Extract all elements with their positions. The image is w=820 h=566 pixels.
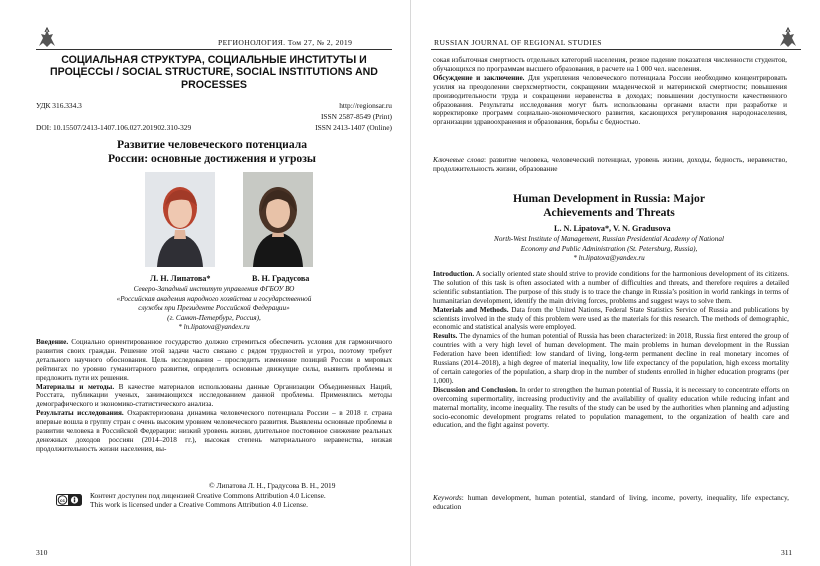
copyright: © Липатова Л. Н., Градусова В. Н., 2019: [209, 481, 336, 490]
license-text: Контент доступен под лицензией Creative Commons Attribution 4.0 License. This work is licensed under a Creative Commons Attribution 4.0 License.: [90, 491, 326, 509]
author-photo: [243, 172, 313, 267]
page-number: 310: [36, 548, 48, 557]
section-title: СОЦИАЛЬНАЯ СТРУКТУРА, СОЦИАЛЬНЫЕ ИНСТИТУТЫ И ПРОЦЕССЫ / SOCIAL STRUCTURE, SOCIAL INSTITUTIONS AND PROCESSES: [50, 54, 378, 91]
issn-online: ISSN 2413-1407 (Online): [315, 123, 392, 132]
abstract-ru: [36, 338, 392, 454]
abstract-en: [433, 270, 789, 430]
abstract-en-discussion: Discussion and Conclusion. In order to strengthen the human potential of Russia, it is necessary to concentrate efforts on overcoming supermortality, increasing productivity and the availability of quality education while reducing infant and maternal mortality, income inequality. The results of the study can be used by the authorities when planning and adjusting socio-economic development programs related to population management, to the organization of health care and education, and the fight against poverty.: [433, 385, 789, 430]
running-head: RUSSIAN JOURNAL OF REGIONAL STUDIES: [434, 38, 602, 47]
abstract-discussion: Обсуждение и заключение. Для укрепления человеческого потенциала России необходимо концентрировать усилия на преодолении сверхсмертности, сокращении младенческой и материнской смертности; повышения производительности труда и сокращении неравенства в доходах; повышении доступности качественного образования. Результаты исследования могут быть использованы органами власти при разработке и корректировке программ социально-экономического развития, касающихся регулирования народонаселения, организации здравоохранения и образования, борьбы с бедностью.: [433, 73, 787, 127]
author-name: Л. Н. Липатова*: [150, 274, 211, 283]
affiliation: Северо-Западный институт управления ФГБОУ ВО «Российская академия народного хозяйства и государственной службы при Президенте Российской Федерации» (г. Санкт-Петербург, Россия), * ln.lipatova@yandex.ru: [116, 285, 312, 332]
authors-en: L. N. Lipatova*, V. N. Gradusova: [554, 224, 671, 233]
article-title: Развитие человеческого потенциала России: основные достижения и угрозы: [108, 138, 316, 165]
issn-print: ISSN 2587-8549 (Print): [320, 112, 392, 121]
abstract-en-introduction: Introduction. A socially oriented state should strive to provide conditions for the harmonious development of its citizens. The solution of this task is often associated with a number of difficulties and threats, and therefore requires a detailed scientific substantiation. The purpose of this study is to trace the change in Russia’s position in world rankings in terms of humanitarian development, identify the main driving forces, problems and suggest ways to solve them.: [433, 270, 789, 305]
page-number: 311: [781, 548, 793, 557]
doi: DOI: 10.15507/2413-1407.106.027.201902.310-329: [36, 123, 192, 132]
abstract-en-results: Results. The dynamics of the human potential of Russia has been characterized: in 2018, Russia first entered the group of countries with a very high level of human development. The main problems in human development in the Russian Federation have been identified: low standard of living, long-term permanent decline in real monetary incomes of Russians (2014–2018), a high degree of material inequality, low life expectancy of the population, high excess mortality of certain categories of the population, a sharp drop in the number of students enrolled in higher education programs (per 1,000).: [433, 332, 789, 385]
svg-text:cc: cc: [59, 497, 66, 503]
abstract-results: Результаты исследования. Охарактеризована динамика человеческого потенциала России – в 2018 г. страна впервые вошла в группу стран с очень высоким уровнем человеческого развития. Выявлены основные проблемы в развитии человека в Российской Федерации: низкий уровень жизни, длительное постоянное снижение реальных денежных доходов россиян (2014–2018 гг.), высокая степень материального неравенства, низкая продолжительность жизни населения, вы-: [36, 409, 392, 453]
creative-commons-cc-by-icon: [56, 494, 82, 506]
griffin-emblem-icon: [36, 26, 58, 50]
griffin-emblem-icon: [777, 26, 799, 50]
keywords-ru: Ключевые слова: развитие человека, человеческий потенциал, уровень жизни, доходы, бедность, неравенство, продолжительность жизни, образование: [433, 156, 788, 173]
udc-code: УДК 316.334.3: [36, 101, 82, 110]
header-rule: [431, 49, 801, 50]
right-page: [410, 0, 820, 566]
affiliation-en: North-West Institute of Management, Russian Presidential Academy of National Economy and Public Administration (St. Petersburg, Russia), * ln.lipatova@yandex.ru: [494, 235, 724, 263]
keywords-en: Keywords: human development, human potential, standard of living, income, poverty, inequality, life expectancy, education: [433, 494, 789, 511]
article-title-en: Human Development in Russia: Major Achievements and Threats: [513, 192, 705, 219]
abstract-introduction: Введение. Социально ориентированное государство должно стремиться обеспечить условия для гармоничного развития своих граждан. Решение этой задачи часто связано с рядом трудностей и угроз, поэтому требует детального научного обоснования. Цель исследования – проследить изменение позиций России в мировых рейтингах по уровню гуманитарного развития, определить основные движущие силы, выявить проблемы и предложить пути их решения.: [36, 338, 392, 382]
author-name: В. Н. Градусова: [252, 274, 310, 283]
abstract-ru-continued: сокая избыточная смертность отдельных категорий населения, резкое падение показателя численности студентов, обучающихся по программам высшего образования, в расчете на 1 000 чел. населения. Обсуждение и заключение. Для укрепления человеческого потенциала России необходимо концентрировать усилия на преодолении сверхсмертности, сокращении младенческой и материнской смертности; повышения производительности труда и сокращении неравенства в доходах; повышении доступности качественного образования. Результаты исследования могут быть использованы органами власти при разработке и корректировке программ социально-экономического развития, касающихся регулирования народонаселения, организации здравоохранения и образования, борьбы с бедностью.: [433, 56, 787, 127]
author-photo: [145, 172, 215, 267]
abstract-en-methods: Materials and Methods. Data from the United Nations, Federal State Statistics Service of Russia and publications by scientists involved in the study of this problem were used as the materials for this research. The methods of demographic, economic and statistical analysis were employed.: [433, 305, 789, 332]
header-rule: [36, 49, 392, 50]
abstract-methods: Материалы и методы. В качестве материалов использованы данные Организации Объединенных Наций, Росстата, публикации ученых, занимающихся исследованием данной проблемы. Применялись методы демографического и экономико-статистического анализа.: [36, 382, 392, 409]
journal-website: http://regionsar.ru: [339, 101, 392, 110]
running-head: РЕГИОНОЛОГИЯ. Том 27, № 2, 2019: [218, 38, 353, 47]
